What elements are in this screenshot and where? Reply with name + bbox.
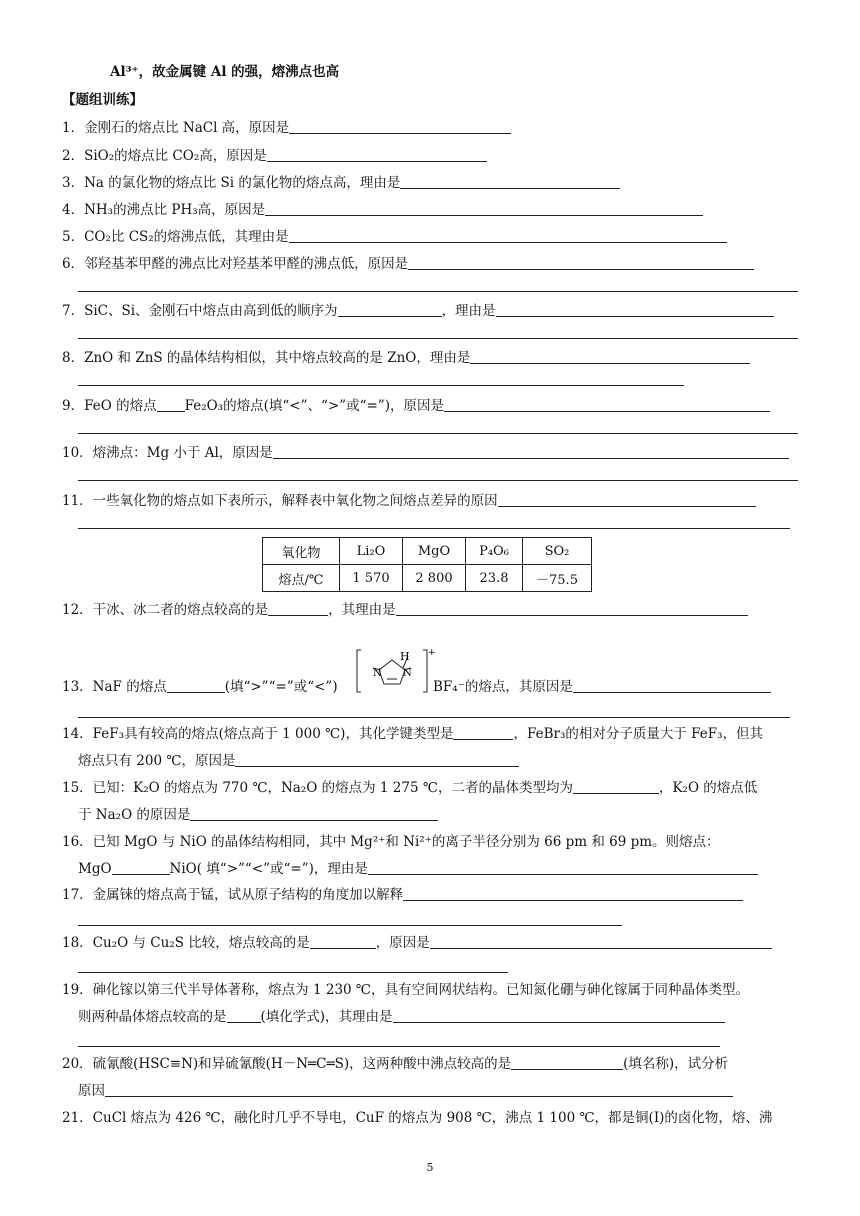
answer-line-13c[interactable] [78,717,790,718]
section-title: 【题组训练】 [62,92,143,108]
table-row [263,565,592,592]
question-6 [62,254,754,274]
question-9 [62,396,770,416]
answer-blank-5[interactable] [289,228,727,243]
question-3-text: 3．Na 的氯化物的熔点比 Si 的氯化物的熔点高，理由是 [62,175,401,191]
answer-blank-6[interactable] [408,255,754,270]
question-4-text: 4．NH₃的沸点比 PH₃高，原因是 [62,202,266,218]
answer-blank-14b[interactable] [235,752,519,767]
question-4 [62,200,703,220]
intro-line: Al³⁺，故金属键 Al 的强，熔沸点也高 [110,64,340,80]
table-header-row [263,538,592,565]
question-9-text-b: Fe₂O₃的熔点(填“<”、“>”或“=”)，原因是 [184,398,444,414]
answer-blank-13a[interactable] [167,678,225,693]
question-17-text: 17．金属铼的熔点高于锰，试从原子结构的角度加以解释 [62,887,404,903]
answer-blank-14a[interactable] [453,725,513,740]
question-19-cont [78,1007,725,1027]
answer-blank-20a[interactable] [511,1055,623,1070]
question-16-cont [78,859,758,879]
answer-blank-16b[interactable] [368,860,758,875]
question-15-text-a: 15．已知：K₂O 的熔点为 770 ℃，Na₂O 的熔点为 1 275 ℃，二者的晶体类型均为 [62,780,573,796]
answer-blank-3[interactable] [400,174,620,189]
answer-blank-9a[interactable] [157,397,185,412]
question-1-text: 1．金刚石的熔点比 NaCl 高，原因是 [62,120,290,136]
question-5 [62,227,727,247]
question-20-text-a: 20．硫氰酸(HSC≡N)和异硫氰酸(H－N═C═S)，这两种酸中沸点较高的是 [62,1056,512,1072]
answer-blank-20b[interactable] [105,1082,733,1097]
struct-plus-sign: + [428,648,436,658]
answer-line-6b[interactable] [78,291,798,292]
question-13-text-a: 13．NaF 的熔点 [62,679,167,695]
answer-blank-15b[interactable] [190,806,438,821]
answer-line-7c[interactable] [78,338,798,339]
question-16-text-a: 16．已知 MgO 与 NiO 的晶体结构相同，其中 Mg²⁺和 Ni²⁺的离子半径分别为 66 pm 和 69 pm。则熔点： [62,834,720,850]
table-cell: 1 570 [340,565,403,592]
question-18 [62,933,772,953]
answer-blank-2[interactable] [267,147,487,162]
answer-line-17b[interactable] [78,925,622,926]
question-8-text: 8．ZnO 和 ZnS 的晶体结构相似，其中熔点较高的是 ZnO，理由是 [62,350,471,366]
question-13-text-c: BF₄⁻的熔点，其原因是 [433,679,573,695]
question-13-text-b: (填“>”“=”或“<”) [224,679,338,695]
question-10-text: 10．熔沸点：Mg 小于 Al，原因是 [62,445,273,461]
table-cell: －75.5 [523,565,592,592]
struct-label-n2: N [403,668,412,679]
answer-blank-13b[interactable] [573,678,771,693]
answer-blank-7b[interactable] [496,302,774,317]
answer-line-18c[interactable] [78,972,508,973]
answer-blank-19a[interactable] [227,1008,261,1023]
question-15-text-c: 于 Na₂O 的原因是 [78,807,191,823]
question-14-text-a: 14．FeF₃具有较高的熔点(熔点高于 1 000 ℃)，其化学键类型是 [62,726,454,742]
question-1 [62,118,511,138]
answer-line-19c[interactable] [78,1046,720,1047]
question-12-text-a: 12．干冰、冰二者的熔点较高的是 [62,602,269,618]
answer-blank-19b[interactable] [393,1008,725,1023]
answer-line-9c[interactable] [78,433,798,434]
table-cell: MgO [403,538,466,565]
answer-blank-18a[interactable] [310,934,376,949]
question-16 [62,832,720,852]
imidazolium-cation-structure [355,648,437,700]
question-9-text-a: 9．FeO 的熔点 [62,398,157,414]
table-cell: SO₂ [523,538,592,565]
question-17 [62,885,743,905]
question-21-text: 21．CuCl 熔点为 426 ℃，融化时几乎不导电，CuF 的熔点为 908 ℃，沸点 1 100 ℃，都是铜(I)的卤化物，熔、沸 [62,1110,773,1126]
question-19-text-b: 则两种晶体熔点较高的是 [78,1009,227,1025]
question-20-text-b: (填名称)，试分析 [623,1056,729,1072]
table-cell: P₄O₆ [466,538,523,565]
question-14-cont [78,751,519,771]
answer-blank-12a[interactable] [268,601,328,616]
table-cell: 23.8 [466,565,523,592]
question-2 [62,146,487,166]
question-15-text-b: ，K₂O 的熔点低 [658,780,758,796]
answer-blank-17[interactable] [403,886,743,901]
answer-blank-11[interactable] [498,492,756,507]
struct-label-n1: N [373,668,382,679]
answer-blank-9b[interactable] [444,397,770,412]
question-13a [62,677,338,697]
table-cell: 熔点/℃ [263,565,340,592]
answer-line-10b[interactable] [78,480,798,481]
question-11-text: 11．一些氧化物的熔点如下表所示，解释表中氧化物之间熔点差异的原因 [62,493,498,509]
question-19 [62,980,749,1000]
answer-blank-12b[interactable] [396,601,748,616]
question-10 [62,443,789,463]
question-16-text-c: NiO( 填“>”“<”或“=”)，理由是 [169,861,368,877]
answer-blank-7a[interactable] [338,302,442,317]
question-12-text-b: ，其理由是 [328,602,396,618]
question-20-cont [78,1081,733,1101]
answer-blank-18b[interactable] [430,934,772,949]
question-13b [433,677,771,697]
answer-blank-4[interactable] [265,201,703,216]
question-2-text: 2．SiO₂的熔点比 CO₂高，原因是 [62,148,267,164]
answer-blank-8[interactable] [470,349,750,364]
table-cell: Li₂O [340,538,403,565]
oxide-melting-point-table [262,537,592,592]
question-6-text: 6．邻羟基苯甲醛的沸点比对羟基苯甲醛的沸点低，原因是 [62,256,409,272]
question-19-text-a: 19．砷化镓以第三代半导体著称，熔点为 1 230 ℃，具有空间网状结构。已知氮化硼与砷化镓属于同种晶体类型。 [62,982,750,998]
answer-blank-15a[interactable] [573,779,659,794]
struct-label-h: H [400,650,410,663]
question-14 [62,724,763,744]
question-20-text-c: 原因 [78,1083,105,1099]
question-3 [62,173,620,193]
answer-line-8b[interactable] [78,385,684,386]
question-16-text-b: MgO [78,861,112,877]
question-21 [62,1108,772,1128]
question-14-text-b: ，FeBr₃的相对分子质量大于 FeF₃，但其 [513,726,764,742]
question-5-text: 5．CO₂比 CS₂的熔沸点低，其理由是 [62,229,289,245]
question-20 [62,1054,728,1074]
question-8 [62,348,750,368]
question-14-text-c: 熔点只有 200 ℃，原因是 [78,753,236,769]
table-cell: 2 800 [403,565,466,592]
question-7 [62,301,774,321]
question-18-text-b: ，原因是 [375,935,430,951]
answer-blank-1[interactable] [289,119,511,134]
question-18-text-a: 18．Cu₂O 与 Cu₂S 比较，熔点较高的是 [62,935,310,951]
question-19-text-c: (填化学式)，其理由是 [260,1009,393,1025]
question-15 [62,778,757,798]
question-11 [62,491,756,511]
answer-blank-10[interactable] [273,444,789,459]
table-cell: 氧化物 [263,538,340,565]
question-7-text-a: 7．SiC、Si、金刚石中熔点由高到低的顺序为 [62,303,338,319]
answer-line-11b[interactable] [78,528,790,529]
answer-blank-16a[interactable] [112,860,170,875]
question-7-text-b: ，理由是 [441,303,496,319]
question-12 [62,600,748,620]
question-15-cont [78,805,438,825]
page-number: 5 [426,1161,434,1174]
